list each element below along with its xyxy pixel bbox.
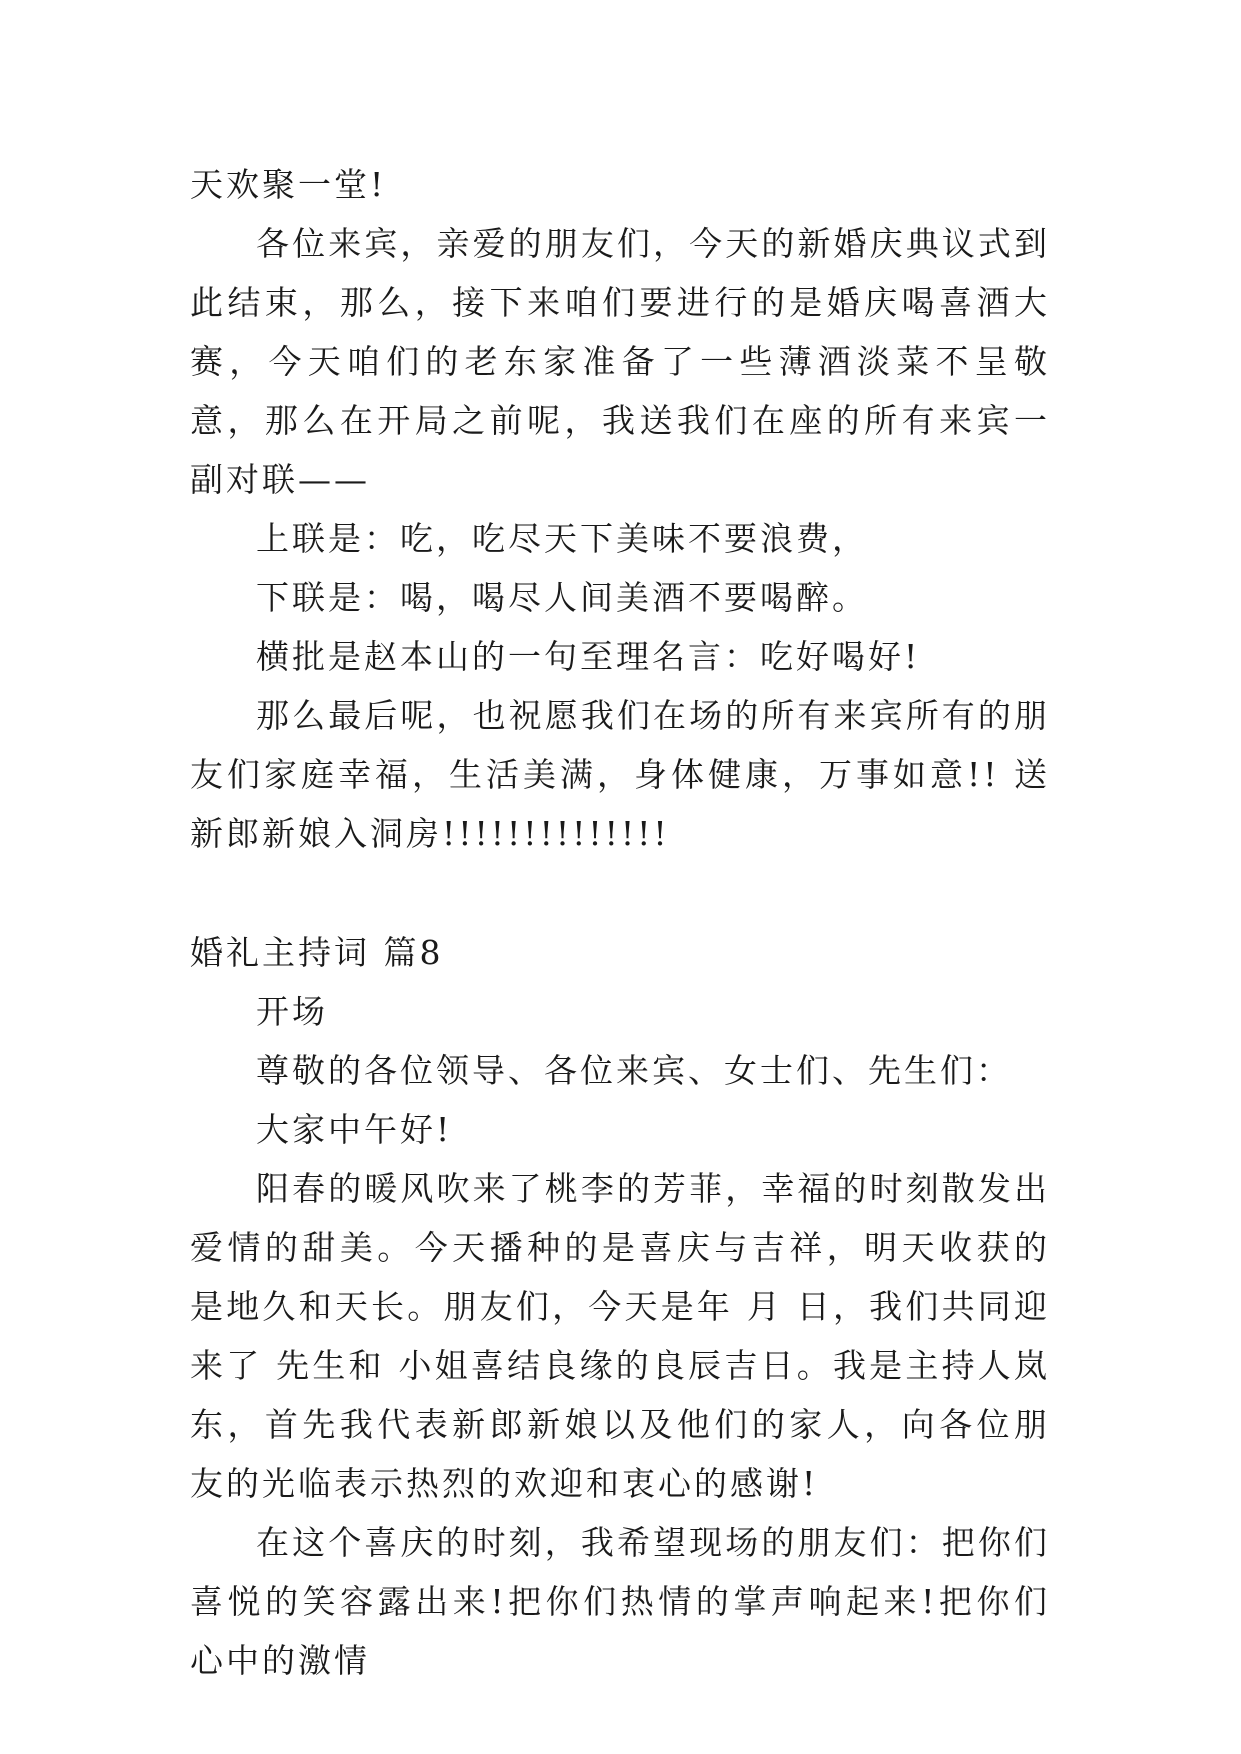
paragraph-salutation: 尊敬的各位领导、各位来宾、女士们、先生们： — [256, 1051, 1012, 1090]
section-heading: 婚礼主持词 篇8 — [190, 933, 444, 972]
document-body — [190, 155, 1050, 1690]
paragraph-applause-call: 在这个喜庆的时刻，我希望现场的朋友们：把你们喜悦的笑容露出来!把你们热情的掌声响起来!把你们心中的激情 — [190, 1523, 1050, 1680]
paragraph-opening-speech: 阳春的暖风吹来了桃李的芳菲，幸福的时刻散发出爱情的甜美。今天播种的是喜庆与吉祥，明天收获的是地久和天长。朋友们，今天是年 月 日，我们共同迎来了 先生和 小姐喜结良缘的良辰吉日。我是主持人岚东，首先我代表新郎新娘以及他们的家人，向各位朋友的光临表示热烈的欢迎和衷心的感谢! — [190, 1169, 1050, 1503]
paragraph-continuation: 天欢聚一堂! — [190, 165, 387, 204]
section-subheading-opening: 开场 — [256, 992, 328, 1031]
paragraph-final-blessing: 那么最后呢，也祝愿我们在场的所有来宾所有的朋友们家庭幸福，生活美满，身体健康，万事如意!! 送新郎新娘入洞房!!!!!!!!!!!!!! — [190, 696, 1050, 853]
couplet-horizontal-scroll: 横批是赵本山的一句至理名言：吃好喝好! — [256, 637, 921, 676]
paragraph-closing-announcement: 各位来宾，亲爱的朋友们，今天的新婚庆典议式到此结束，那么，接下来咱们要进行的是婚庆喝喜酒大赛，今天咱们的老东家准备了一些薄酒淡菜不呈敬意，那么在开局之前呢，我送我们在座的所有来宾一副对联—— — [190, 224, 1050, 499]
paragraph-greeting: 大家中午好! — [256, 1110, 453, 1149]
couplet-first-line: 上联是：吃，吃尽天下美味不要浪费， — [256, 519, 868, 558]
couplet-second-line: 下联是：喝，喝尽人间美酒不要喝醉。 — [256, 578, 868, 617]
